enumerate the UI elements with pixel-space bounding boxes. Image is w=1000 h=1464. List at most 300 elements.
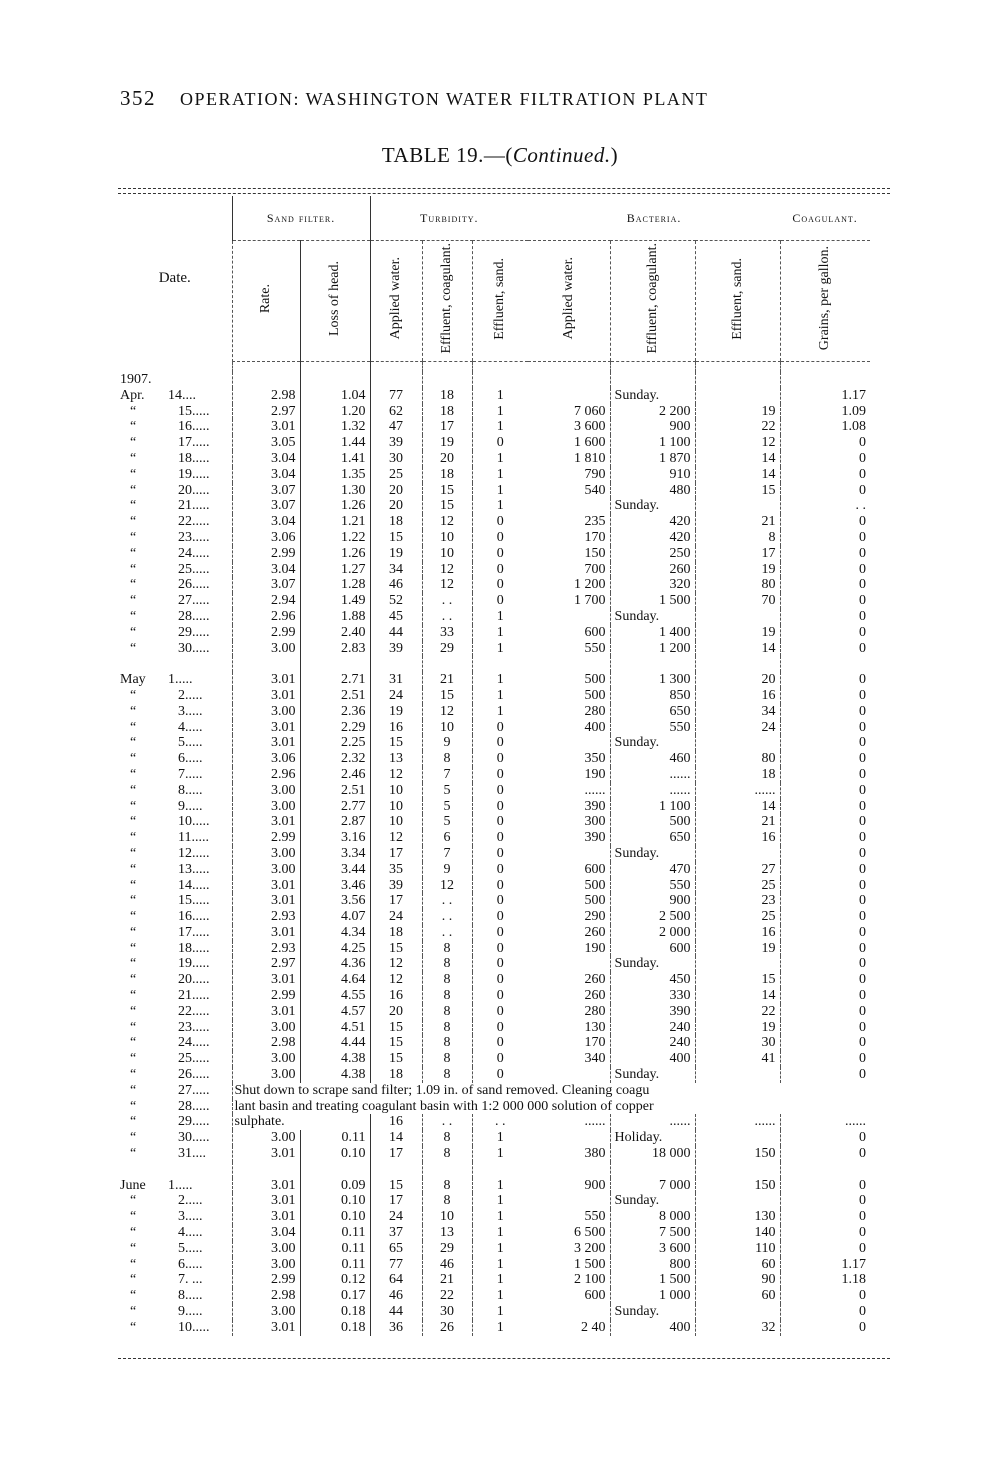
cell-bact-eff-sand: 16 [695,688,780,704]
header-turb-eff-coag-text: Effluent, coagulant. [439,243,455,354]
date-cell [118,925,232,941]
date-cell [118,941,232,957]
month-label: May [120,672,146,688]
cell-loss-of-head: 1.32 [300,419,370,435]
date-cell [118,483,232,499]
cell-rate: 3.07 [232,483,300,499]
cell-rate: 3.01 [232,878,300,894]
table-row [118,514,870,530]
cell-bact-eff-coag: 2 000 [610,925,695,941]
cell-bact-applied [528,609,610,625]
cell-loss-of-head: 4.38 [300,1051,370,1067]
date-cell [118,388,232,404]
cell-bact-applied: 235 [584,514,606,530]
cell-turb-eff-sand: 0 [472,846,528,862]
cell-grains: 1.18 [780,1272,870,1288]
month-label: “ [130,1003,137,1019]
cell-loss-of-head: 0.11 [300,1257,370,1273]
cell-rate: 3.01 [232,1004,300,1020]
day-label: 10..... [178,814,210,830]
blank-cell [422,372,472,388]
cell-bact-eff-sand: 110 [695,1241,780,1257]
cell-bact-applied [528,1304,610,1320]
cell-turb-eff-sand: 0 [472,562,528,578]
table-row [118,1146,870,1162]
cell-turb-applied: 16 [370,720,422,736]
note-cell: sulphate. [232,1114,370,1130]
cell-bact-applied: 190 [584,766,606,782]
table-row [118,546,870,562]
cell-loss-of-head: 3.46 [300,878,370,894]
cell-bact-eff-sand: 19 [695,625,780,641]
cell-turb-eff-sand: 1 [472,672,528,688]
cell-turb-applied: 34 [370,562,422,578]
day-label: 24..... [178,545,210,561]
cell-turb-eff-sand: 0 [472,941,528,957]
cell-turb-eff-coag: 9 [422,735,472,751]
cell-grains: ...... [780,1114,870,1130]
table-row [118,388,870,404]
cell-bact-applied: 2 100 [574,1272,606,1288]
cell-loss-of-head: 3.56 [300,893,370,909]
cell-turb-eff-coag: 8 [422,1146,472,1162]
cell-rate: 3.06 [232,751,300,767]
cell-turb-eff-sand: 0 [472,972,528,988]
cell-turb-eff-coag: 7 [422,846,472,862]
blank-cell [118,1162,232,1178]
table-row [118,419,870,435]
month-label: “ [130,940,137,956]
day-label: 22..... [178,514,210,530]
cell-turb-eff-coag: . . [422,1114,472,1130]
spacer-cell [422,362,472,373]
cell-loss-of-head: 4.57 [300,1004,370,1020]
blank-cell [528,372,610,388]
date-cell [118,704,232,720]
year-label: 1907. [120,372,152,387]
header-turb-eff-sand-text: Effluent, sand. [492,257,508,340]
cell-grains: 0 [780,546,870,562]
cell-bact-eff-coag: 250 [610,546,695,562]
cell-rate: 3.01 [232,1146,300,1162]
cell-turb-applied: 15 [370,1020,422,1036]
date-cell [118,814,232,830]
cell-rate: 3.01 [232,720,300,736]
cell-bact-eff-coag: 7 000 [610,1178,695,1194]
table-row [118,1225,870,1241]
date-cell [118,1193,232,1209]
cell-bact-eff-coag: Sunday. [610,956,695,972]
cell-bact-applied [528,388,610,404]
table-row [118,925,870,941]
month-label: “ [130,593,137,609]
cell-bact-applied: 290 [584,909,606,925]
cell-bact-eff-coag: 1 300 [610,672,695,688]
header-turbidity: Turbidity. [370,196,528,241]
date-cell [118,1178,232,1194]
cell-bact-applied: 340 [584,1051,606,1067]
day-label: 24..... [178,1035,210,1051]
cell-grains: 0 [780,735,870,751]
cell-bact-eff-sand: 19 [695,404,780,420]
cell-grains: 0 [780,1241,870,1257]
cell-loss-of-head: 0.18 [300,1304,370,1320]
cell-turb-eff-sand: 0 [472,783,528,799]
header-bact-eff-sand-text: Effluent, sand. [729,257,745,340]
table-row [118,751,870,767]
header-rate-text: Rate. [258,283,273,314]
cell-turb-eff-coag: 10 [422,1209,472,1225]
cell-loss-of-head: 1.49 [300,593,370,609]
blank-cell [780,656,870,672]
cell-turb-eff-coag: 18 [422,404,472,420]
spacer-cell [232,362,300,373]
blank-cell [370,372,422,388]
blank-cell [610,1162,695,1178]
cell-loss-of-head: 4.34 [300,925,370,941]
cell-loss-of-head: 1.20 [300,404,370,420]
blank-cell [472,1162,528,1178]
date-cell [118,735,232,751]
blank-cell [610,656,695,672]
cell-bact-eff-sand: 130 [695,1209,780,1225]
month-label: “ [130,1035,137,1051]
cell-turb-eff-sand: 1 [472,1146,528,1162]
cell-turb-eff-coag: 10 [422,720,472,736]
cell-bact-eff-sand: 80 [695,751,780,767]
cell-grains: 0 [780,878,870,894]
cell-loss-of-head: 2.51 [300,783,370,799]
date-cell [118,1114,232,1130]
cell-turb-applied: 39 [370,435,422,451]
cell-bact-eff-coag: Sunday. [610,1067,695,1083]
blank-cell [232,372,300,388]
month-label: “ [130,1130,137,1146]
date-cell [118,1020,232,1036]
day-label: 8..... [178,782,203,798]
cell-loss-of-head: 1.44 [300,435,370,451]
cell-turb-eff-coag: 30 [422,1304,472,1320]
cell-loss-of-head: 1.30 [300,483,370,499]
spacer-row [118,362,870,373]
date-cell [118,1272,232,1288]
cell-turb-eff-coag: 8 [422,972,472,988]
cell-turb-eff-sand: 0 [472,577,528,593]
date-cell [118,1146,232,1162]
header-grains [780,241,870,362]
cell-bact-applied: 700 [584,561,606,577]
cell-grains: 0 [780,609,870,625]
cell-turb-applied: 25 [370,467,422,483]
header-turb-eff-sand [472,241,528,362]
cell-turb-eff-sand: 1 [472,688,528,704]
date-cell [118,1304,232,1320]
cell-turb-applied: 39 [370,641,422,657]
cell-rate: 3.00 [232,1020,300,1036]
table-row [118,498,870,514]
cell-bact-eff-coag: 470 [610,862,695,878]
cell-turb-applied: 37 [370,1225,422,1241]
table-row [118,641,870,657]
cell-turb-applied: 46 [370,577,422,593]
cell-rate: 2.99 [232,546,300,562]
cell-rate: 3.01 [232,893,300,909]
cell-turb-eff-sand: 0 [472,1020,528,1036]
cell-bact-applied [528,1130,610,1146]
cell-bact-eff-coag: 1 500 [610,1272,695,1288]
cell-grains: 0 [780,530,870,546]
cell-turb-eff-sand: 1 [472,1178,528,1194]
cell-bact-eff-sand: 14 [695,799,780,815]
month-label: “ [130,545,137,561]
day-label: 2..... [178,1193,203,1209]
cell-turb-applied: 20 [370,1004,422,1020]
cell-bact-applied: 1 600 [574,435,606,451]
cell-bact-eff-sand [695,498,780,514]
header-turb-applied-text: Applied water. [388,257,404,340]
cell-loss-of-head: 3.34 [300,846,370,862]
cell-turb-eff-sand: 1 [472,1320,528,1336]
cell-grains: 0 [780,1178,870,1194]
month-label: “ [130,1288,137,1304]
cell-turb-eff-sand: 0 [472,878,528,894]
cell-turb-eff-sand: 0 [472,751,528,767]
day-label: 3..... [178,703,203,719]
cell-bact-eff-coag: 900 [610,893,695,909]
header-loss-of-head [300,241,370,362]
day-label: 16..... [178,419,210,435]
cell-loss-of-head: 4.38 [300,1067,370,1083]
table-row [118,1272,870,1288]
cell-loss-of-head: 2.32 [300,751,370,767]
cell-turb-eff-coag: 33 [422,625,472,641]
month-label: “ [130,1067,137,1083]
cell-bact-eff-sand: 16 [695,925,780,941]
cell-loss-of-head: 1.26 [300,498,370,514]
date-cell [118,419,232,435]
cell-bact-eff-coag: 240 [610,1020,695,1036]
cell-turb-eff-coag: 17 [422,419,472,435]
cell-turb-eff-sand: 0 [472,988,528,1004]
cell-loss-of-head: 1.26 [300,546,370,562]
cell-turb-eff-sand: 1 [472,483,528,499]
cell-grains: 0 [780,972,870,988]
cell-bact-eff-sand: 24 [695,720,780,736]
cell-bact-applied: 600 [584,624,606,640]
cell-turb-eff-coag: . . [422,609,472,625]
cell-bact-applied: 300 [584,814,606,830]
cell-bact-eff-coag: 460 [610,751,695,767]
table-row [118,1020,870,1036]
month-label: “ [130,1256,137,1272]
date-cell [118,783,232,799]
cell-turb-eff-sand: 1 [472,1304,528,1320]
cell-turb-eff-sand: 1 [472,704,528,720]
cell-loss-of-head: 3.16 [300,830,370,846]
cell-grains: 0 [780,830,870,846]
day-label: 31.... [178,1146,206,1162]
day-label: 13..... [178,861,210,877]
cell-grains: 0 [780,956,870,972]
date-cell [118,1241,232,1257]
cell-grains: 0 [780,451,870,467]
cell-bact-eff-sand: 150 [695,1178,780,1194]
cell-turb-eff-coag: 20 [422,451,472,467]
cell-bact-eff-coag: 650 [610,704,695,720]
cell-turb-eff-sand: 0 [472,767,528,783]
cell-loss-of-head: 0.10 [300,1146,370,1162]
day-label: 6..... [178,751,203,767]
cell-turb-applied: 18 [370,925,422,941]
cell-loss-of-head: 4.64 [300,972,370,988]
day-label: 30..... [178,640,210,656]
running-title: OPERATION: WASHINGTON WATER FILTRATION PLANT [180,89,709,109]
cell-bact-eff-coag: 400 [610,1051,695,1067]
cell-turb-applied: 15 [370,1178,422,1194]
cell-loss-of-head: 3.44 [300,862,370,878]
spacer-cell [695,362,780,373]
date-cell [118,1067,232,1083]
cell-bact-eff-sand: 21 [695,514,780,530]
cell-turb-eff-sand: 0 [472,593,528,609]
cell-loss-of-head: 4.36 [300,956,370,972]
blank-cell [528,1162,610,1178]
month-label: “ [130,972,137,988]
cell-turb-applied: 15 [370,530,422,546]
month-label: “ [130,1209,137,1225]
day-label: 18..... [178,940,210,956]
month-label: “ [130,893,137,909]
month-label: “ [130,924,137,940]
cell-turb-eff-coag: 21 [422,1272,472,1288]
month-label: “ [130,719,137,735]
top-rule-2 [118,193,890,194]
cell-turb-eff-coag: 8 [422,751,472,767]
table-row [118,988,870,1004]
cell-bact-eff-sand: 22 [695,419,780,435]
cell-rate: 3.00 [232,1051,300,1067]
cell-bact-eff-coag: Sunday. [610,388,695,404]
cell-rate: 2.97 [232,404,300,420]
cell-turb-applied: 24 [370,909,422,925]
date-cell [118,593,232,609]
month-label: “ [130,861,137,877]
header-loss-text: Loss of head. [327,260,342,337]
top-rule [118,188,890,189]
blank-cell [300,372,370,388]
table-title-italic: Continued. [512,143,611,167]
cell-turb-eff-sand: 1 [472,641,528,657]
month-label: “ [130,956,137,972]
day-label: 12..... [178,845,210,861]
cell-turb-eff-coag: 8 [422,1193,472,1209]
cell-bact-applied: 260 [584,924,606,940]
cell-loss-of-head: 2.46 [300,767,370,783]
cell-turb-applied: 20 [370,498,422,514]
cell-bact-eff-sand [695,956,780,972]
cell-bact-eff-sand: 23 [695,893,780,909]
cell-turb-applied: 47 [370,419,422,435]
month-label: “ [130,419,137,435]
cell-turb-applied: 19 [370,704,422,720]
cell-bact-applied: 1 200 [574,577,606,593]
cell-bact-eff-sand [695,1067,780,1083]
cell-loss-of-head: 4.25 [300,941,370,957]
cell-bact-eff-sand: 70 [695,593,780,609]
cell-loss-of-head: 4.07 [300,909,370,925]
cell-bact-applied: 1 500 [574,1256,606,1272]
header-grains-text: Grains, per gallon. [817,246,833,351]
header-bacteria: Bacteria. [528,196,780,241]
month-label: “ [130,1304,137,1320]
cell-bact-eff-coag: 450 [610,972,695,988]
cell-turb-applied: 14 [370,1130,422,1146]
cell-bact-eff-coag: Sunday. [610,1304,695,1320]
table-row [118,720,870,736]
cell-turb-applied: 64 [370,1272,422,1288]
cell-grains: 0 [780,1209,870,1225]
cell-rate: 3.05 [232,435,300,451]
table-row [118,1209,870,1225]
cell-rate: 3.01 [232,1209,300,1225]
cell-bact-applied: 550 [584,640,606,656]
cell-turb-eff-sand: 0 [472,925,528,941]
cell-turb-eff-sand: 1 [472,1130,528,1146]
month-label: “ [130,751,137,767]
month-label: “ [130,703,137,719]
cell-turb-eff-coag: . . [422,909,472,925]
header-sand-filter: Sand filter. [232,196,370,241]
cell-grains: 0 [780,562,870,578]
cell-bact-eff-coag: Sunday. [610,498,695,514]
blank-cell [472,656,528,672]
cell-bact-eff-coag: 8 000 [610,1209,695,1225]
day-label: 14..... [178,877,210,893]
cell-loss-of-head: 4.44 [300,1035,370,1051]
table-row [118,451,870,467]
cell-bact-eff-sand: 34 [695,704,780,720]
cell-turb-eff-coag: 8 [422,1051,472,1067]
cell-bact-eff-sand: 32 [695,1320,780,1336]
cell-turb-eff-coag: 9 [422,862,472,878]
cell-turb-eff-sand: 1 [472,1288,528,1304]
day-label: 5..... [178,735,203,751]
blank-cell [610,372,695,388]
cell-bact-eff-coag: 260 [610,562,695,578]
cell-turb-eff-sand: 1 [472,1209,528,1225]
month-label: “ [130,877,137,893]
month-label: “ [130,466,137,482]
cell-rate: 3.04 [232,562,300,578]
day-label: 16..... [178,909,210,925]
month-label: “ [130,1272,137,1288]
day-label: 10..... [178,1319,210,1335]
date-cell [118,451,232,467]
cell-loss-of-head: 1.27 [300,562,370,578]
cell-turb-eff-sand: 0 [472,799,528,815]
date-cell [118,909,232,925]
cell-bact-applied: 3 600 [574,419,606,435]
cell-turb-eff-coag: 5 [422,783,472,799]
cell-grains: . . [780,498,870,514]
month-label: “ [130,782,137,798]
cell-grains: 0 [780,1020,870,1036]
cell-bact-eff-coag: 1 200 [610,641,695,657]
cell-grains: 1.08 [780,419,870,435]
cell-bact-eff-sand: 19 [695,941,780,957]
table-row [118,1193,870,1209]
date-cell [118,1320,232,1336]
